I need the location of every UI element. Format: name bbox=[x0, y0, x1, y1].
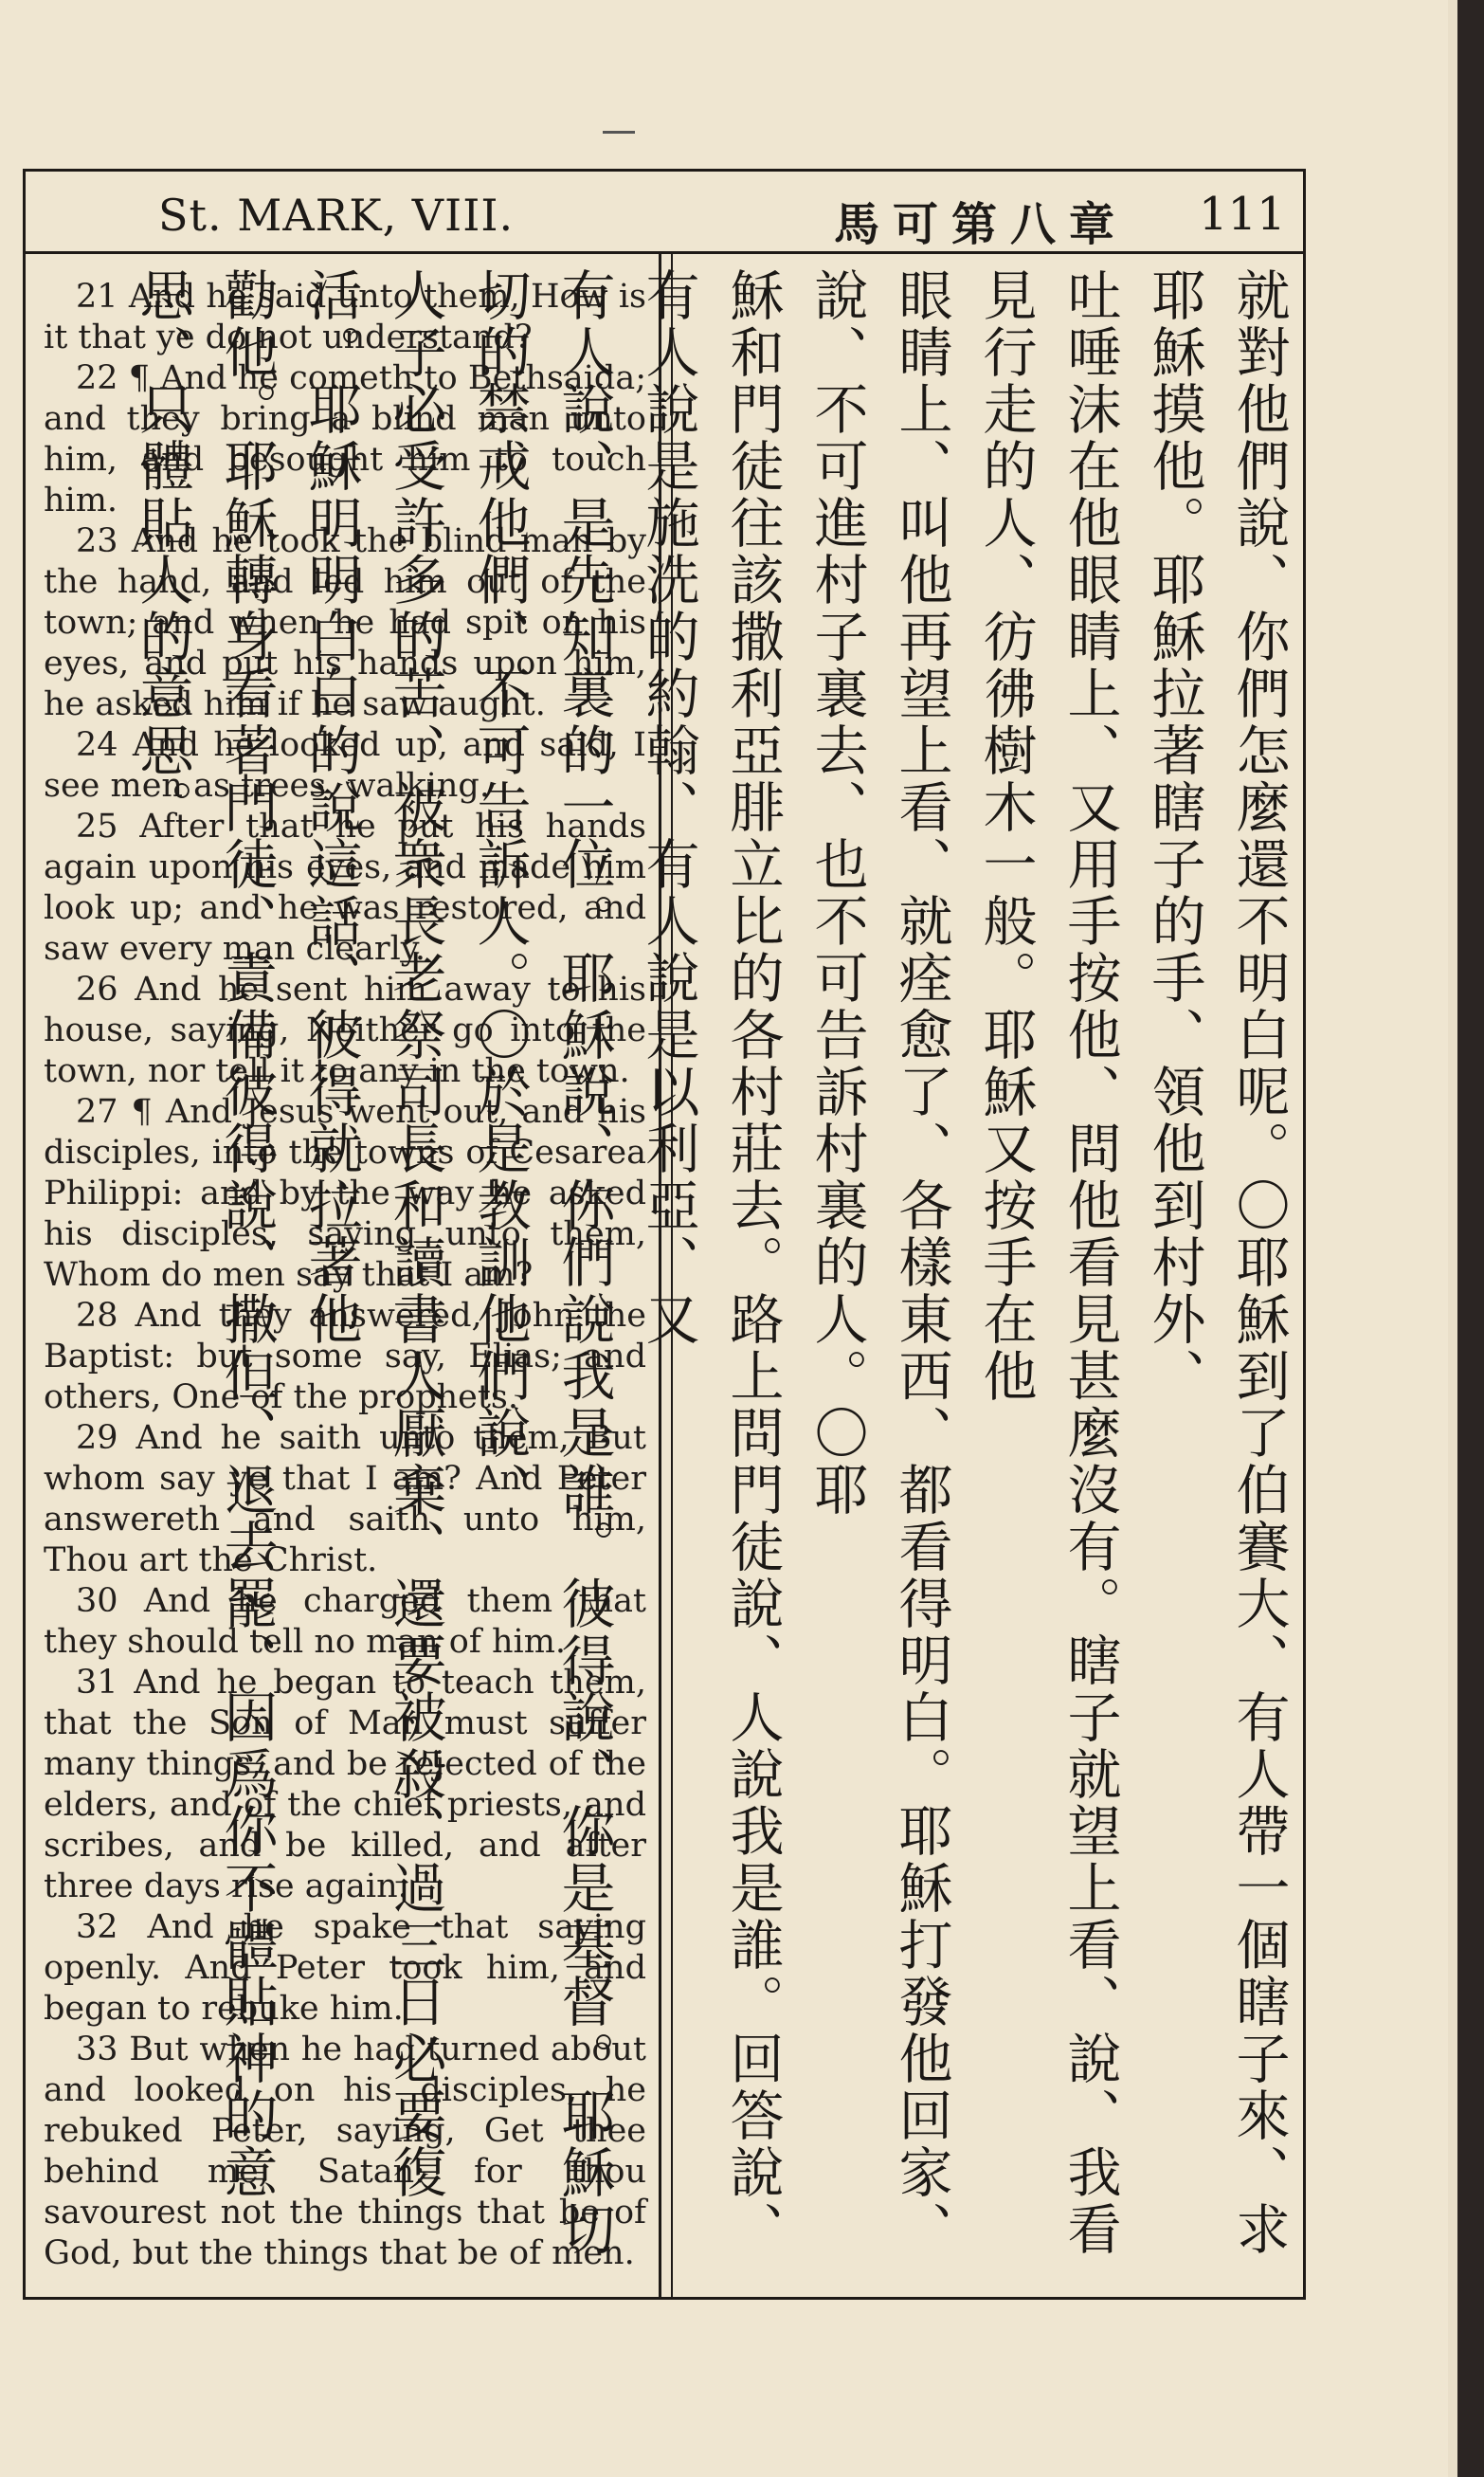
verse-28: 28 And they answered, John the Baptist: but some say, Elias; and others, One of the prophets. bbox=[44, 1297, 646, 1416]
top-dash-mark bbox=[603, 131, 635, 134]
chinese-line-7: 勸他。耶穌轉身看著門徒、責備彼得說、撒但、退去罷、因爲你不體貼神的意思、只體貼人的意思。 bbox=[131, 267, 278, 2201]
chinese-line-5: 有人說、是先知裏的一位。耶穌說、你們說我是誰。彼得說、你是基督。耶穌切切的禁戒他們、不可告訴人。〇於是教訓他們說、 bbox=[468, 267, 615, 2258]
page-edge bbox=[1448, 0, 1457, 2477]
running-head-english: St. MARK, VIII. bbox=[158, 190, 515, 241]
verse-31: 31 And he began to teach them, that the Son of Man must suffer many things, and be rejected of the elders, and of the chief priests, and scribes, and be killed, and after three days rise again. bbox=[44, 1664, 646, 1905]
verse-21: 21 And he said unto them, How is it that ye do not understand? bbox=[44, 278, 646, 356]
verse-25: 25 After that he put his hands again upon his eyes, and made him look up; and he was restored, and saw every man clearly. bbox=[44, 808, 646, 968]
page-number: 111 bbox=[1199, 188, 1286, 241]
verse-24: 24 And he looked up, and said, I see men as trees, walking. bbox=[44, 726, 646, 805]
verse-23: 23 And he took the blind man by the hand, and led him out of the town; and when he had spit on his eyes, and put his hands upon him, he asked him if he saw aught. bbox=[44, 522, 646, 723]
chinese-line-2: 吐唾沫在他眼睛上、又用手按他、問他看見甚麼沒有。瞎子就望上看、說、我看見行走的人、彷彿樹木一般。耶穌又按手在他 bbox=[974, 267, 1121, 2258]
chinese-line-4: 穌和門徒往該撒利亞腓立比的各村莊去。路上問門徒說、人說我是誰。回答說、有人說是施洗的約翰、有人說是以利亞、又 bbox=[637, 267, 784, 2258]
chinese-line-3: 眼睛上、叫他再望上看、就痊愈了、各樣東西、都看得明白。耶穌打發他回家、說、不可進村子裏去、也不可告訴村裏的人。〇耶 bbox=[805, 267, 952, 2258]
verse-30: 30 And he charged them that they should tell no man of him. bbox=[44, 1582, 646, 1661]
chinese-vertical-text bbox=[119, 267, 1300, 2277]
verse-22: 22 ¶ And he cometh to Bethsaida; and they bring a blind man unto him, and besought him to touch him. bbox=[44, 359, 646, 519]
chinese-line-1: 就對他們說、你們怎麼還不明白呢。〇耶穌到了伯賽大、有人帶一個瞎子來、求耶穌摸他。耶穌拉著瞎子的手、領他到村外、 bbox=[1143, 267, 1290, 2258]
chinese-line-6: 人子必受許多的苦、被衆長老祭司長和讀書人厭棄、還要被殺、過三日必要復活。耶穌明明白白的說這話、彼得就拉著他 bbox=[299, 267, 446, 2201]
verse-32: 32 And he spake that saying openly. And Peter took him, and began to rebuke him. bbox=[44, 1908, 646, 2028]
verse-29: 29 And he saith unto them, But whom say ye that I am? And Peter answereth and saith unto him, Thou art the Christ. bbox=[44, 1419, 646, 1579]
book-binding bbox=[1457, 0, 1484, 2477]
verse-26: 26 And he sent him away to his house, saying, Neither go into the town, nor tell it to any in the town. bbox=[44, 971, 646, 1090]
running-head-chinese: 馬可第八章 bbox=[834, 198, 1129, 251]
verse-27: 27 ¶ And Jesus went out, and his disciples, into the towns of Cesarea Philippi: and by the way he asked his disciples, saying unto them, Whom do men say that I am? bbox=[44, 1093, 646, 1294]
verse-33: 33 But when he had turned about and looked on his disciples, he rebuked Peter, saying, Get thee behind me, Satan: for thou savourest not the things that be of God, but the things that be of men. bbox=[44, 2031, 646, 2272]
